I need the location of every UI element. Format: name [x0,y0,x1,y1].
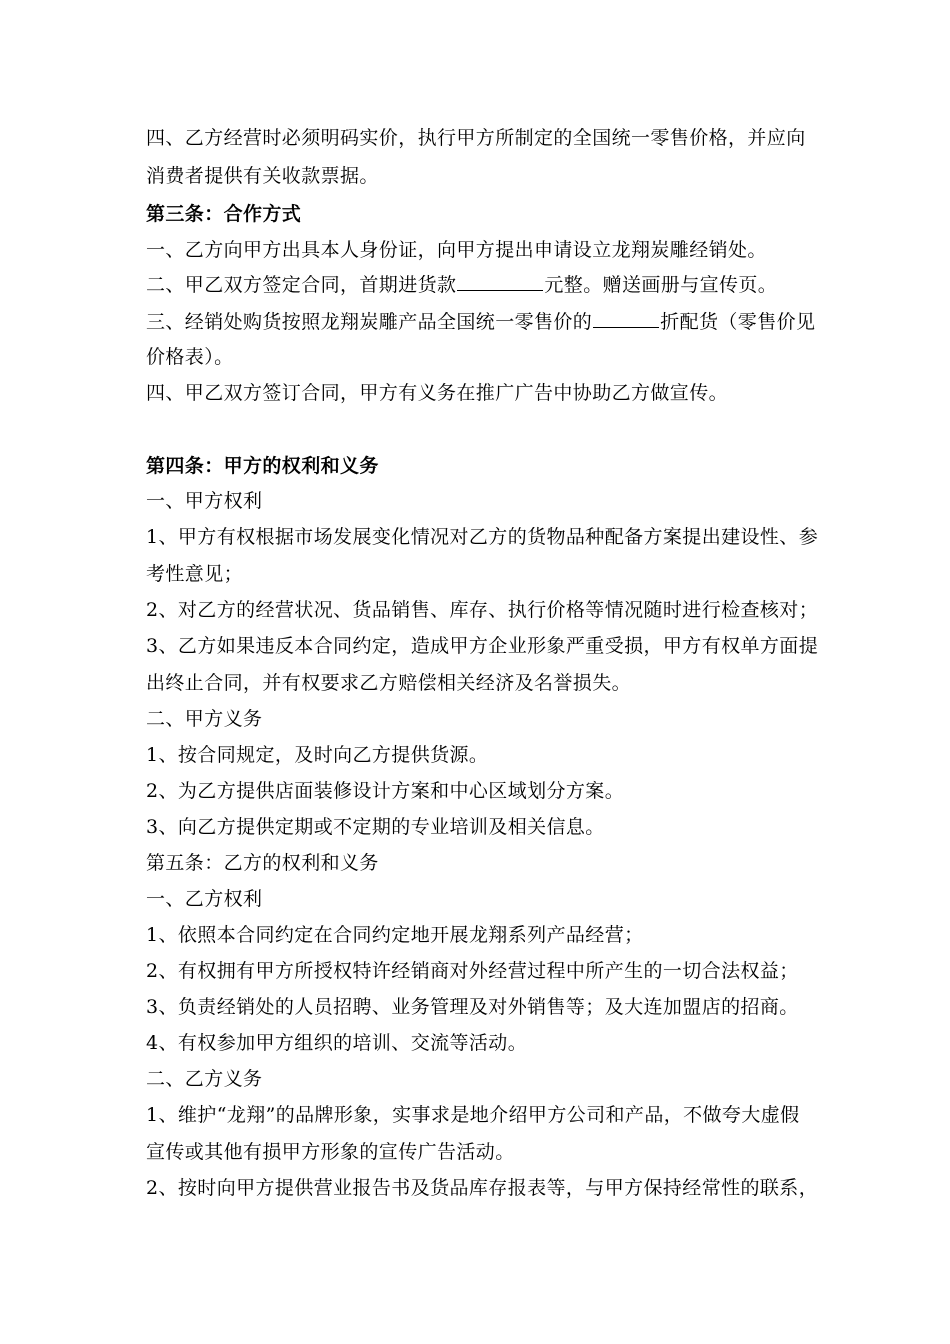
advance-payment-blank [457,272,543,291]
art3-item3-text-after: 折配货（零售价见 [660,311,816,333]
art5-rights-title: 一、乙方权利 [146,888,263,910]
art3-item1: 一、乙方向甲方出具本人身份证，向甲方提出申请设立龙翔炭雕经销处。 [146,239,767,261]
art2-item4-line1: 四、乙方经营时必须明码实价，执行甲方所制定的全国统一零售价格，并应向 [146,127,806,149]
art3-item4: 四、甲乙双方签订合同，甲方有义务在推广广告中协助乙方做宣传。 [146,382,729,404]
art4-duty3: 3、向乙方提供定期或不定期的专业培训及相关信息。 [146,816,605,838]
art5-duties-title: 二、乙方义务 [146,1068,263,1090]
art3-item2-text-before: 二、甲乙双方签定合同，首期进货款 [146,274,457,296]
discount-rate-blank [593,309,659,328]
art4-right2: 2、对乙方的经营状况、货品销售、库存、执行价格等情况随时进行检查核对； [146,599,819,621]
art4-right1-line2: 考性意见； [146,563,244,585]
art5-right3: 3、负责经销处的人员招聘、业务管理及对外销售等；及大连加盟店的招商。 [146,996,799,1018]
art5-duty2-line1: 2、按时向甲方提供营业报告书及货品库存报表等，与甲方保持经常性的联系， [146,1177,819,1199]
art2-item4-line2: 消费者提供有关收款票据。 [146,165,379,187]
art3-item2-text-after: 元整。赠送画册与宣传页。 [544,274,778,296]
art5-right1: 1、依照本合同约定在合同约定地开展龙翔系列产品经营； [146,924,644,946]
art4-duty2: 2、为乙方提供店面装修设计方案和中心区域划分方案。 [146,780,625,802]
art3-item3-text-before: 三、经销处购货按照龙翔炭雕产品全国统一零售价的 [146,311,593,333]
art4-rights-title: 一、甲方权利 [146,490,263,512]
article5-heading: 第五条：乙方的权利和义务 [146,852,379,874]
art5-right4: 4、有权参加甲方组织的培训、交流等活动。 [146,1032,528,1054]
art4-duty1: 1、按合同规定，及时向乙方提供货源。 [146,744,489,766]
art5-duty1-line1: 1、维护“龙翔”的品牌形象，实事求是地介绍甲方公司和产品，不做夸大虚假 [146,1104,800,1126]
art3-item3 [146,309,815,334]
art4-right3-line1: 3、乙方如果违反本合同约定，造成甲方企业形象严重受损，甲方有权单方面提 [146,635,819,657]
art4-right1-line1: 1、甲方有权根据市场发展变化情况对乙方的货物品种配备方案提出建设性、参 [146,526,819,548]
art3-item2 [146,272,777,297]
art4-duties-title: 二、甲方义务 [146,708,263,730]
article4-heading: 第四条：甲方的权利和义务 [146,455,379,477]
art4-right3-line2: 出终止合同，并有权要求乙方赔偿相关经济及名誉损失。 [146,672,632,694]
article3-heading: 第三条：合作方式 [146,203,302,225]
art5-duty1-line2: 宣传或其他有损甲方形象的宣传广告活动。 [146,1141,515,1163]
art5-right2: 2、有权拥有甲方所授权特许经销商对外经营过程中所产生的一切合法权益； [146,960,799,982]
art3-item3-line2: 价格表）。 [146,346,234,368]
